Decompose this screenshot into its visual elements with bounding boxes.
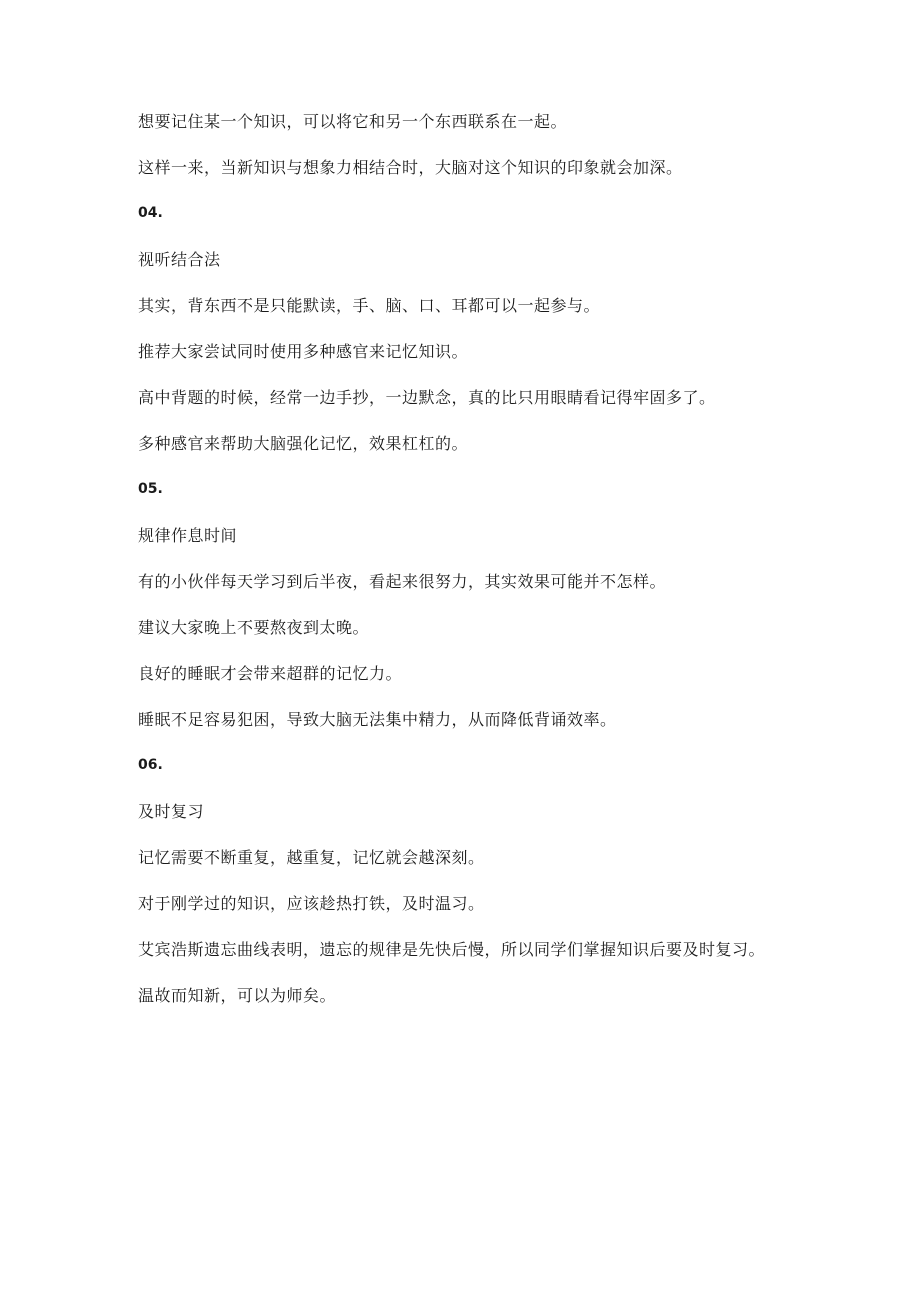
section-title-06: 及时复习	[138, 802, 205, 821]
paragraph: 良好的睡眠才会带来超群的记忆力。	[138, 664, 403, 683]
section-number-05: 05.	[138, 481, 163, 497]
paragraph: 建议大家晚上不要熬夜到太晚。	[138, 618, 370, 637]
paragraph: 想要记住某一个知识，可以将它和另一个东西联系在一起。	[138, 112, 568, 131]
paragraph: 艾宾浩斯遗忘曲线表明，遗忘的规律是先快后慢，所以同学们掌握知识后要及时复习。	[138, 940, 766, 959]
paragraph: 有的小伙伴每天学习到后半夜，看起来很努力，其实效果可能并不怎样。	[138, 572, 667, 591]
paragraph: 记忆需要不断重复，越重复，记忆就会越深刻。	[138, 848, 485, 867]
section-title-05: 规律作息时间	[138, 526, 238, 545]
paragraph: 对于刚学过的知识，应该趁热打铁，及时温习。	[138, 894, 485, 913]
paragraph: 温故而知新，可以为师矣。	[138, 986, 337, 1005]
paragraph: 睡眠不足容易犯困，导致大脑无法集中精力，从而降低背诵效率。	[138, 710, 617, 729]
paragraph: 这样一来，当新知识与想象力相结合时，大脑对这个知识的印象就会加深。	[138, 158, 683, 177]
section-number-04: 04.	[138, 205, 163, 221]
document-page	[138, 110, 778, 1030]
paragraph: 推荐大家尝试同时使用多种感官来记忆知识。	[138, 342, 469, 361]
paragraph: 高中背题的时候，经常一边手抄，一边默念，真的比只用眼睛看记得牢固多了。	[138, 388, 716, 407]
paragraph: 多种感官来帮助大脑强化记忆，效果杠杠的。	[138, 434, 469, 453]
section-title-04: 视听结合法	[138, 250, 221, 269]
section-number-06: 06.	[138, 757, 163, 773]
paragraph: 其实，背东西不是只能默读，手、脑、口、耳都可以一起参与。	[138, 296, 601, 315]
